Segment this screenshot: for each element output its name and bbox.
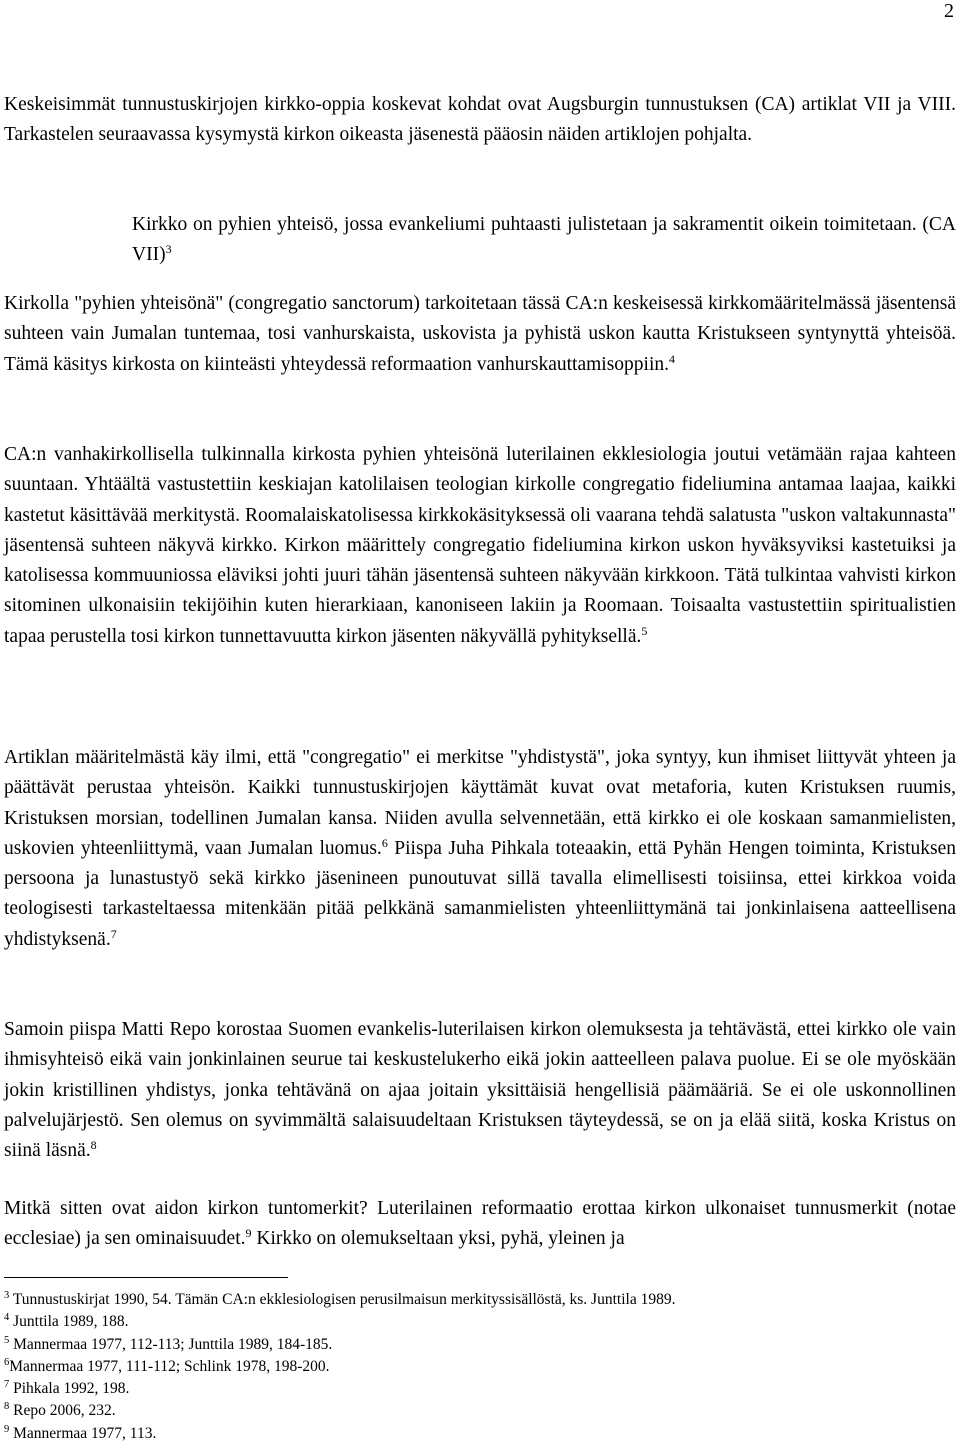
ecclesiology-paragraph — [4, 440, 956, 652]
paragraph-text: Kirkolla "pyhien yhteisönä" (congregatio sanctorum) tarkoitetaan tässä CA:n keskeisessä kirkkomääritelmässä jäsentensä suhteen vain Jumalan tuntemaa, tosi vanhurskaista, uskovista ja pyhistä uskon kautta Kristukseen syntynyttä yhteisöä. Tämä käsitys kirkosta on kiinteästi yhteydessä reformaation vanhurskauttamisoppiin. — [4, 293, 956, 375]
footnote-ref-9: 9 — [245, 1226, 252, 1241]
repo-paragraph — [4, 1015, 956, 1166]
footnote-number: 3 — [4, 1290, 10, 1301]
footnote — [4, 1334, 954, 1356]
footnote-text: Pihkala 1992, 198. — [9, 1380, 130, 1398]
footnote-ref-6: 6 — [381, 835, 388, 850]
quote-text: Kirkko on pyhien yhteisö, jossa evankeliumi puhtaasti julistetaan ja sakramentit oikein toimitetaan. (CA VII) — [132, 214, 956, 266]
paragraph-text: Mitkä sitten ovat aidon kirkon tuntomerkit? Luterilainen reformaatio erottaa kirkon ulkonaiset tunnusmerkit (notae ecclesiae) ja sen ominaisuudet. — [4, 1198, 956, 1250]
footnote-ref-7: 7 — [110, 926, 117, 941]
footnote-number: 7 — [4, 1379, 10, 1391]
footnote-number: 8 — [4, 1401, 10, 1413]
footnote-separator — [4, 1277, 288, 1278]
intro-paragraph — [4, 90, 956, 151]
paragraph-text-continued: Piispa Juha Pihkala toteaakin, että Pyhän Hengen toiminta, Kristuksen persoona ja lunastustyö sekä kirkko jäsenineen punoutuvat sillä tavalla elimellisesti toisiinsa, ettei kirkkoa voida teologisesti tarkasteltaessa mitenkään pitää pelkkänä samanmielisten yhteenliittymänä tai jonkinlaisena aatteellisena yhdistyksenä. — [4, 837, 956, 950]
footnote-number: 6 — [4, 1356, 10, 1368]
footnote-ref-4: 4 — [669, 351, 676, 366]
footnote — [4, 1400, 954, 1422]
footnote — [4, 1289, 954, 1311]
paragraph-text: Samoin piispa Matti Repo korostaa Suomen evankelis-luterilaisen kirkon olemuksesta ja tehtävästä, ettei kirkko ole vain ihmisyhteisö eikä vain jonkinlainen seurue tai keskustelukerho eikä jokin aatteelleen palava puolue. Ei se ole myöskään jokin kristillinen yhdistys, jonka tehtävänä on ajaa joitain yksittäisiä hengellisiä päämääriä. Se ei ole uskonnollinen palvelujärjestö. Sen olemus on syvimmältä salaisuudeltaan Kristuksen täyteydessä, se on ja elää siitä, koska Kristus on siinä läsnä. — [4, 1019, 956, 1162]
footnote-number: 5 — [4, 1334, 10, 1346]
footnote — [4, 1311, 954, 1333]
footnote-ref-8: 8 — [90, 1138, 97, 1153]
paragraph-text: CA:n vanhakirkollisella tulkinnalla kirkosta pyhien yhteisönä luterilainen ekklesiologia joutui vetämään rajaa kahteen suuntaan. Yhtäältä vastustettiin keskiajan katolilaisen teologian kirkolle congregatio fideliumina antamaa laajaa, kaikki kastetut käsittävää merkitystä. Roomalaiskatolisessa kirkkokäsityksessä oli vaarana tehdä salatusta "uskon valtakunnasta" jäsentensä suhteen näkyvä kirkko. Kirkon määrittely congregatio fideliumina kirkon uskon hyväksyviksi kastetuiksi ja katolisessa kommuuniossa eläviksi johti juuri tähän jäsentensä suhteen näkyvään kirkkoon. Tätä tulkintaa vahvisti kirkon sitominen ulkonaisiin tekijöihin kuten hierarkiaan, kanoniseen lakiin ja Roomaan. Toisaalta vastustettiin spiritualistien tapaa perustella tosi kirkon tunnettavuutta kirkon jäsenten näkyvällä pyhityksellä. — [4, 444, 956, 647]
footnote-text: Repo 2006, 232. — [9, 1402, 116, 1420]
footnote-text: Mannermaa 1977, 111-112; Schlink 1978, 198-200. — [9, 1357, 330, 1375]
footnote — [4, 1378, 954, 1400]
intro-text: Keskeisimmät tunnustuskirjojen kirkko-oppia koskevat kohdat ovat Augsburgin tunnustuksen (CA) artiklat VII ja VIII. Tarkastelen seuraavassa kysymystä kirkon oikeasta jäsenestä pääosin näiden artiklojen pohjalta. — [4, 94, 956, 146]
footnotes — [4, 1289, 954, 1445]
footnote-text: Mannermaa 1977, 113. — [9, 1424, 157, 1442]
footnote-text: Tunnustuskirjat 1990, 54. Tämän CA:n ekklesiologisen perusilmaisun merkityssisällöstä, ks. Junttila 1989. — [9, 1291, 676, 1308]
footnote-ref-5: 5 — [641, 623, 648, 638]
paragraph-text: Artiklan määritelmästä käy ilmi, että "congregatio" ei merkitse "yhdistystä", joka syntyy, kun ihmiset liittyvät yhteen ja päättävät perustaa yhteisön. Kaikki tunnustuskirjojen käyttämät kuvat ovat metaforia, kuten Kristuksen ruumis, Kristuksen morsian, todellinen Jumalan kansa. Niiden avulla selvennetään, että kirkko ei ole koskaan samanmielisten, uskovien yhteenliittymä, vaan Jumalan luomus. — [4, 747, 956, 859]
congregatio-sanctorum-paragraph — [4, 289, 956, 380]
congregatio-metaphor-paragraph — [4, 743, 956, 955]
footnote-number: 9 — [4, 1423, 10, 1435]
paragraph-text-continued: Kirkko on olemukseltaan yksi, pyhä, yleinen ja — [251, 1228, 625, 1250]
footnote-text: Junttila 1989, 188. — [9, 1313, 129, 1331]
block-quote — [132, 210, 956, 271]
footnote — [4, 1423, 954, 1445]
page-number: 2 — [944, 0, 954, 22]
notae-ecclesiae-paragraph — [4, 1194, 956, 1255]
footnote-number: 4 — [4, 1312, 10, 1324]
footnote — [4, 1356, 954, 1378]
footnote-text: Mannermaa 1977, 112-113; Junttila 1989, 184-185. — [9, 1335, 333, 1353]
footnote-ref-3: 3 — [165, 242, 172, 257]
